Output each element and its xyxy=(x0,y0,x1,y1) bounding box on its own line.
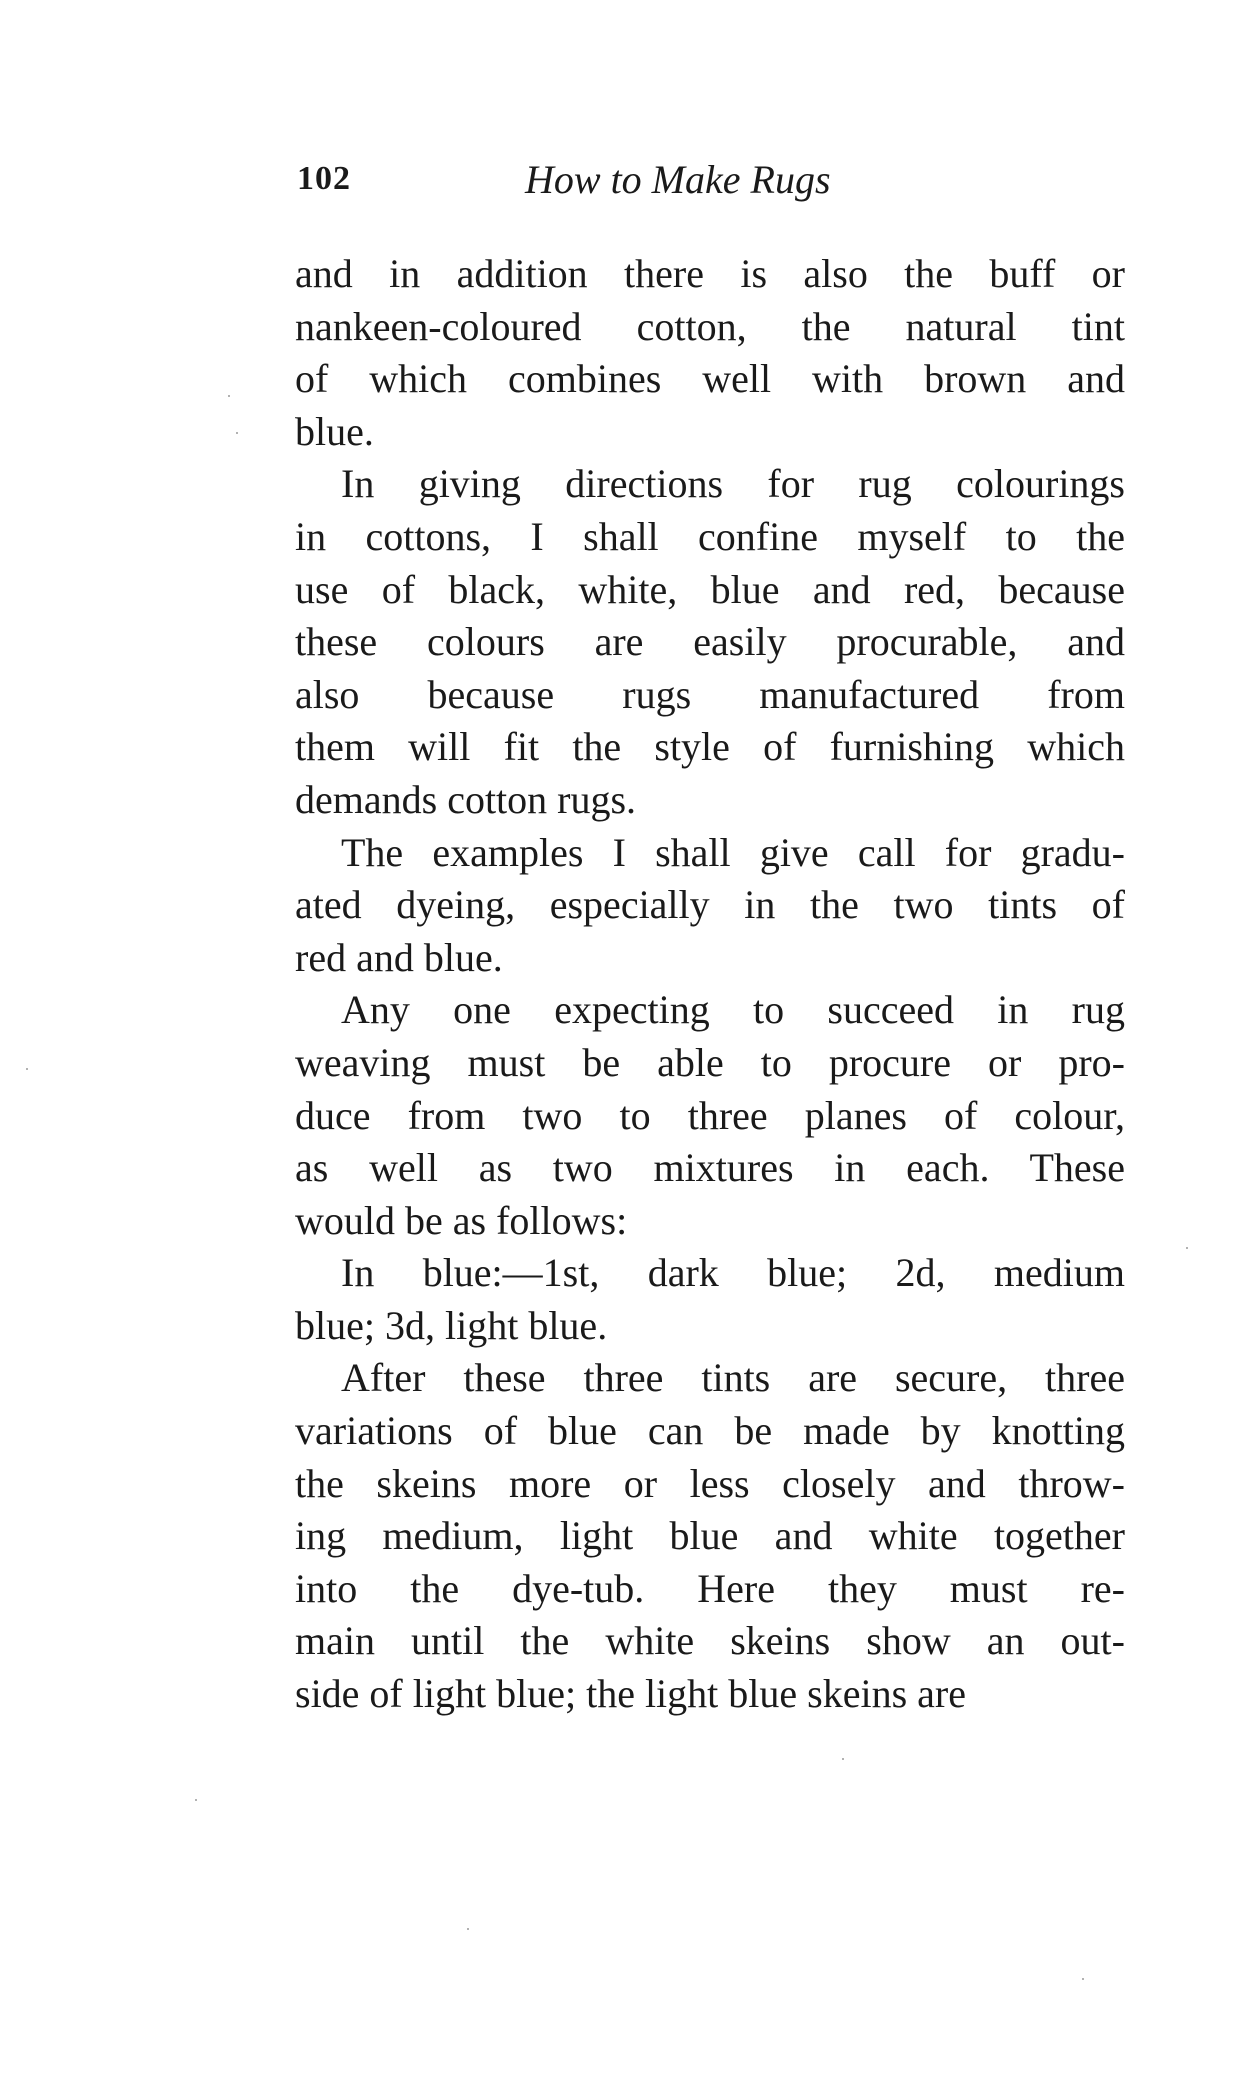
text-line: in cottons, I shall confine myself to the xyxy=(295,513,1125,559)
text-line: variations of blue can be made by knotting xyxy=(295,1408,1125,1454)
paragraph xyxy=(295,1352,1125,1720)
text-line: would be as follows: xyxy=(295,1197,628,1243)
text-line: ated dyeing, especially in the two tints of xyxy=(295,882,1125,928)
paper-speck xyxy=(236,432,238,434)
text-line: main until the white skeins show an out- xyxy=(295,1618,1125,1664)
text-line: In blue:—1st, dark blue; 2d, medium xyxy=(341,1250,1125,1296)
text-line: blue. xyxy=(295,408,374,454)
text-line: In giving directions for rug colourings xyxy=(341,461,1125,507)
text-line: duce from two to three planes of colour, xyxy=(295,1092,1125,1138)
text-line: side of light blue; the light blue skeins are xyxy=(295,1671,966,1717)
text-line: as well as two mixtures in each. These xyxy=(295,1145,1125,1191)
text-line: demands cotton rugs. xyxy=(295,776,637,822)
paper-speck xyxy=(1082,1978,1084,1980)
text-line: After these three tints are secure, three xyxy=(341,1355,1125,1401)
paragraph xyxy=(295,827,1125,985)
text-line: ing medium, light blue and white together xyxy=(295,1513,1125,1559)
text-line: them will fit the style of furnishing which xyxy=(295,724,1125,770)
body-text xyxy=(295,248,1125,1721)
text-line: use of black, white, blue and red, because xyxy=(295,566,1125,612)
running-title: How to Make Rugs xyxy=(525,157,831,202)
paper-speck xyxy=(195,1799,197,1801)
running-head xyxy=(297,157,1127,210)
paragraph xyxy=(295,1247,1125,1352)
text-line: weaving must be able to procure or pro- xyxy=(295,1039,1125,1085)
text-line: also because rugs manufactured from xyxy=(295,671,1125,717)
text-line: blue; 3d, light blue. xyxy=(295,1302,608,1348)
page-number: 102 xyxy=(297,160,351,197)
paper-speck xyxy=(228,395,230,397)
text-line: red and blue. xyxy=(295,934,503,980)
text-line: The examples I shall give call for gradu- xyxy=(341,829,1125,875)
paragraph xyxy=(295,984,1125,1247)
paragraph xyxy=(295,458,1125,826)
paper-speck xyxy=(26,1068,28,1070)
paragraph xyxy=(295,248,1125,458)
paper-speck xyxy=(1186,1247,1188,1249)
text-line: and in addition there is also the buff or xyxy=(295,251,1125,296)
paper-speck xyxy=(467,1928,469,1930)
text-line: the skeins more or less closely and throw- xyxy=(295,1460,1125,1506)
text-line: into the dye-tub. Here they must re- xyxy=(295,1565,1125,1611)
text-line: nankeen-coloured cotton, the natural tint xyxy=(295,303,1125,349)
text-line: these colours are easily procurable, and xyxy=(295,619,1125,665)
text-line: of which combines well with brown and xyxy=(295,356,1125,402)
paper-speck xyxy=(842,1758,844,1760)
text-line: Any one expecting to succeed in rug xyxy=(341,987,1125,1033)
